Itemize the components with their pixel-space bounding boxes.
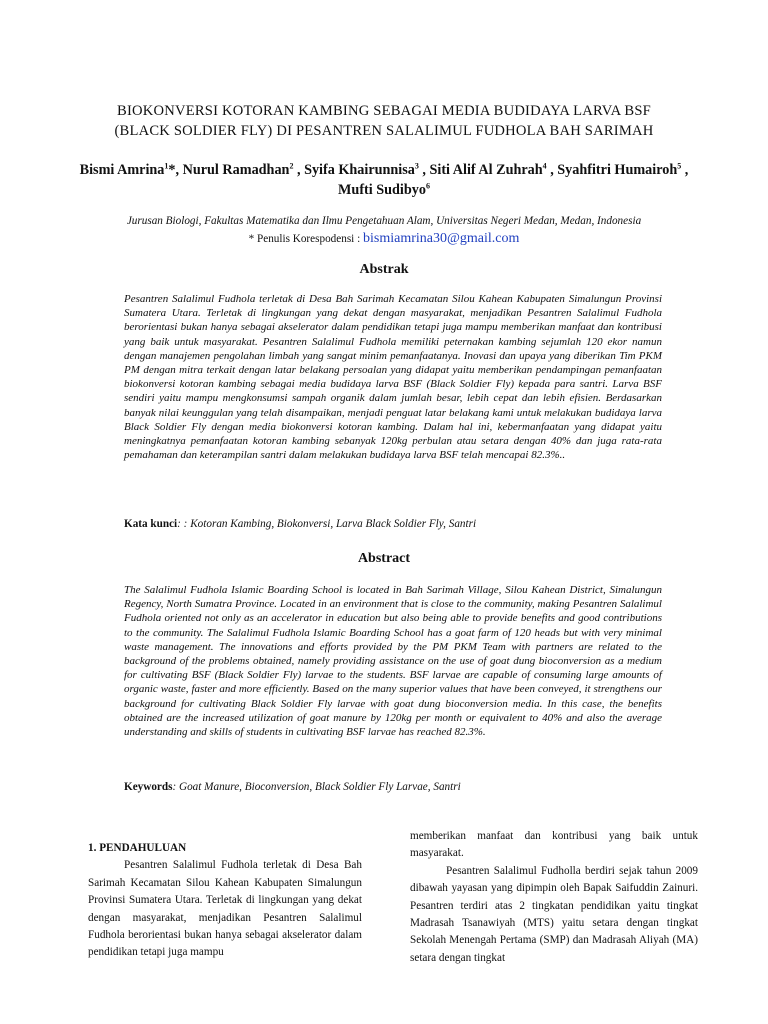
author-separator: , [293,162,305,178]
keywords-label: Keywords [124,781,173,793]
abstract-heading: Abstract [357,551,411,566]
abstract-text: The Salalimul Fudhola Islamic Boarding School is located in Bah Sarimah Village, Silou Kahean District, Simalungun Regency, North Sumatra Province. Located in an environment that is close to the community, making Pesantren Salalimul Fudhola oriented not only as an accelerator in education but also being able to provide benefits and good contributions to the community. The Salalimul Fudhola Islamic Boarding School has a goat farm of 120 heads but with very minimal waste management. The innovations and efforts provided by the PM PKM Team with partners are related to the background of the problems obtained, namely providing assistance on the use of goat dung bioconversion as a medium for cultivating BSF (Black Soldier Fly) larvae to the students. BSF larvae are capable of consuming large amounts of organic waste, faster and more efficiently. Based on the many superior values that have been conveyed, it strengthens our background for cultivating Black Soldier Fly larvae with goat dung bioconversion media. In this case, the benefits obtained are the increased utilization of goat manure by 120kg per month or equivalent to 40% and also the average understanding and skills of students in cultivating BSF larvae has reached 82.3%. [124,584,662,739]
body-column-right [410,828,698,967]
body-paragraph: Pesantren Salalimul Fudholla berdiri sejak tahun 2009 dibawah yayasan yang dipimpin oleh Bapak Saifuddin Zainuri. Pesantren terdiri atas 2 tingkatan pendidikan yaitu tingkat Madrasah Tsanawiyah (MTS) yaitu setara dengan tingkat Sekolah Menengah Pertama (SMP) dan Madrasah Aliyah (MA) setara dengan tingkat [410,864,698,964]
author-name: Mufti Sudibyo [338,182,426,198]
author-separator: *, [168,162,183,178]
title-line-2: (BLACK SOLDIER FLY) DI PESANTREN SALALIMUL FUDHOLA BAH SARIMAH [114,123,654,139]
kata-kunci [124,517,662,531]
author-name: Syifa Khairunnisa [304,162,415,178]
author-affil-mark: 3 [414,161,419,171]
kata-kunci-text: : : Kotoran Kambing, Biokonversi, Larva Black Soldier Fly, Santri [177,518,477,530]
author-affil-mark: 1 [164,161,169,171]
email-link[interactable]: bismiamrina30@gmail.com [362,231,520,246]
author-affil-mark: 5 [677,161,682,171]
author-name: Bismi Amrina [79,162,165,178]
correspondence-label: * Penulis Korespodensi : [248,233,363,245]
author-separator: , [546,162,558,178]
author-separator: , [418,162,430,178]
author-name: Siti Alif Al Zuhrah [429,162,543,178]
author-affil-mark: 4 [542,161,547,171]
author-affil-mark: 2 [289,161,294,171]
body-column-left [88,840,362,962]
title-line-1: BIOKONVERSI KOTORAN KAMBING SEBAGAI MEDIA BUDIDAYA LARVA BSF [117,103,651,119]
abstrak-heading: Abstrak [359,262,409,277]
author-affil-mark: 6 [425,181,430,191]
correspondence [70,230,698,248]
abstrak-text: Pesantren Salalimul Fudhola terletak di Desa Bah Sarimah Kecamatan Silou Kahean Kabupaten Simalungun Provinsi Sumatera Utara. Terletak di lingkungan yang dekat dengan masyarakat, menjadikan Pesantren Salalimul Fudhola berorientasi bukan hanya sebagai akselerator dalam pendidikan tetapi juga mampu memberikan manfaat dan kontribusi yang baik untuk masyarakat. Pesantren Salalimul Fudhola memiliki peternakan kambing sejumlah 120 ekor namun dengan manajemen pengolahan limbah yang sangat minim pemanfaatanya. Inovasi dan upaya yang diberikan Tim PKM PM dengan mitra terkait dengan latar belakang persoalan yang didapat yaitu memberikan pendampingan pemanfaatan biokonversi kotoran kambing sebagai media budidaya larva BSF (Black Soldier Fly) kepada para santri. Larva BSF sendiri yaitu mampu mengkonsumsi sampah organik dalam jumlah besar, lebih cepat dan lebih efisien. Berdasarkan banyak nilai keunggulan yang telah disampaikan, menjadi penguat latar belakang kami untuk melakukan budidaya larva Black Soldier Fly dengan media biokonversi kotoran kambing. Dalam hal ini, kebermanfaatan yang didapat yaitu meningkatnya pemanfaatan kotoran kambing sebanyak 120kg perbulan atau setara dengan 40% dan juga rata-rata pemahaman dan keterampilan santri dalam melakukan budidaya larva BSF telah mencapai 82.3%.. [124,293,662,462]
keywords [124,780,662,794]
kata-kunci-label: Kata kunci [124,518,178,530]
body-paragraph: Pesantren Salalimul Fudhola terletak di Desa Bah Sarimah Kecamatan Silou Kahean Kabupaten Simalungun Provinsi Sumatera Utara. Terletak di lingkungan yang dekat dengan masyarakat, menjadikan Pesantren Salalimul Fudhola berorientasi bukan hanya sebagai akselerator dalam pendidikan tetapi juga mampu [88,859,362,959]
section-heading: 1. PENDAHULUAN [88,842,187,854]
keywords-text: : Goat Manure, Bioconversion, Black Soldier Fly Larvae, Santri [172,781,461,793]
author-name: Nurul Ramadhan [182,162,290,178]
paper-title [70,101,698,141]
author-separator: , [681,162,689,178]
author-list [70,160,698,200]
author-name: Syahfitri Humairoh [557,162,678,178]
affiliation: Jurusan Biologi, Fakultas Matematika dan Ilmu Pengetahuan Alam, Universitas Negeri Medan, Medan, Indonesia [126,215,642,227]
body-paragraph: memberikan manfaat dan kontribusi yang baik untuk masyarakat. [410,830,698,860]
